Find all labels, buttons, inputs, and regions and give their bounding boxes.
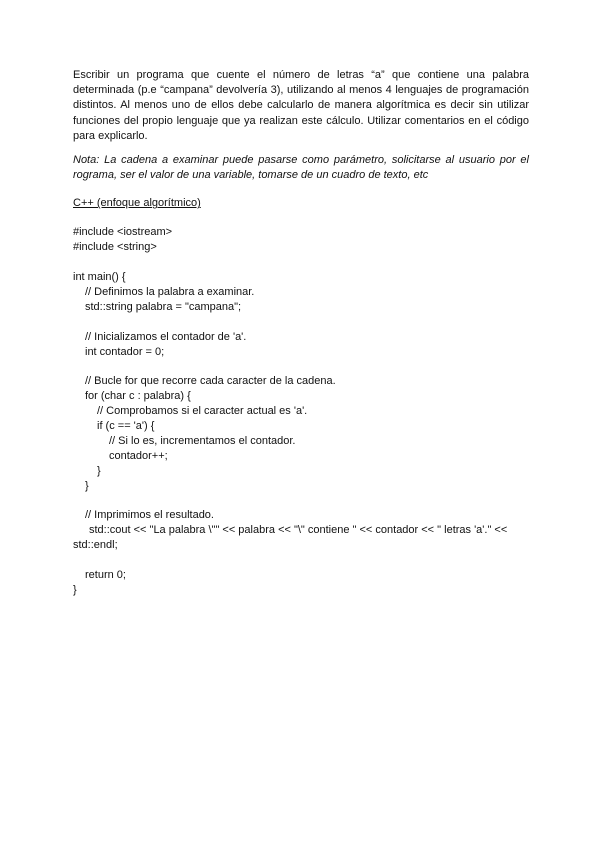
code-line: int main() { <box>73 271 126 284</box>
blank-line <box>73 315 529 330</box>
code-line: std::cout << "La palabra \"" << palabra << "\" contiene " << contador << " letras 'a'." << <box>89 524 508 537</box>
code-line: #include <iostream> <box>73 226 173 239</box>
code-comment: // Si lo es, incrementamos el contador. <box>109 434 296 447</box>
code-comment: // Inicializamos el contador de 'a'. <box>85 330 247 343</box>
intro-paragraph: Escribir un programa que cuente el número de letras “a” que contiene una palabra determinada (p.e “campana” devolvería 3), utilizando al menos 4 lenguajes de programación distintos. Al menos uno de ellos debe calcularlo de manera algorítmica es decir sin utilizar funciones del propio lenguaje que ya realizan este cálculo. Utilizar comentarios en el código para explicarlo. <box>73 69 529 142</box>
code-comment: // Definimos la palabra a examinar. <box>85 285 255 298</box>
document-page <box>73 68 529 598</box>
blank-line <box>73 359 529 374</box>
code-line: int contador = 0; <box>85 345 165 358</box>
code-line: contador++; <box>109 449 168 462</box>
code-line: for (char c : palabra) { <box>85 390 191 403</box>
code-line: std::string palabra = "campana"; <box>85 300 242 313</box>
code-comment: // Bucle for que recorre cada caracter de la cadena. <box>85 375 336 388</box>
note-paragraph: Nota: La cadena a examinar puede pasarse como parámetro, solicitarse al usuario por el rograma, ser el valor de una variable, tomarse de un cuadro de texto, etc <box>73 154 529 182</box>
blank-line <box>73 493 529 508</box>
code-line: } <box>85 479 89 492</box>
code-line: if (c == 'a') { <box>97 420 155 432</box>
code-line: return 0; <box>85 568 126 581</box>
code-line: #include <string> <box>73 241 157 254</box>
code-comment: // Imprimimos el resultado. <box>85 509 214 522</box>
code-line: std::endl; <box>73 539 118 552</box>
code-block <box>73 225 529 597</box>
section-title-cpp: C++ (enfoque algorítmico) <box>73 197 201 210</box>
blank-line <box>73 255 529 270</box>
blank-line <box>73 553 529 568</box>
code-line: } <box>73 583 77 596</box>
code-comment: // Comprobamos si el caracter actual es 'a'. <box>97 405 308 418</box>
code-line: } <box>97 464 101 477</box>
